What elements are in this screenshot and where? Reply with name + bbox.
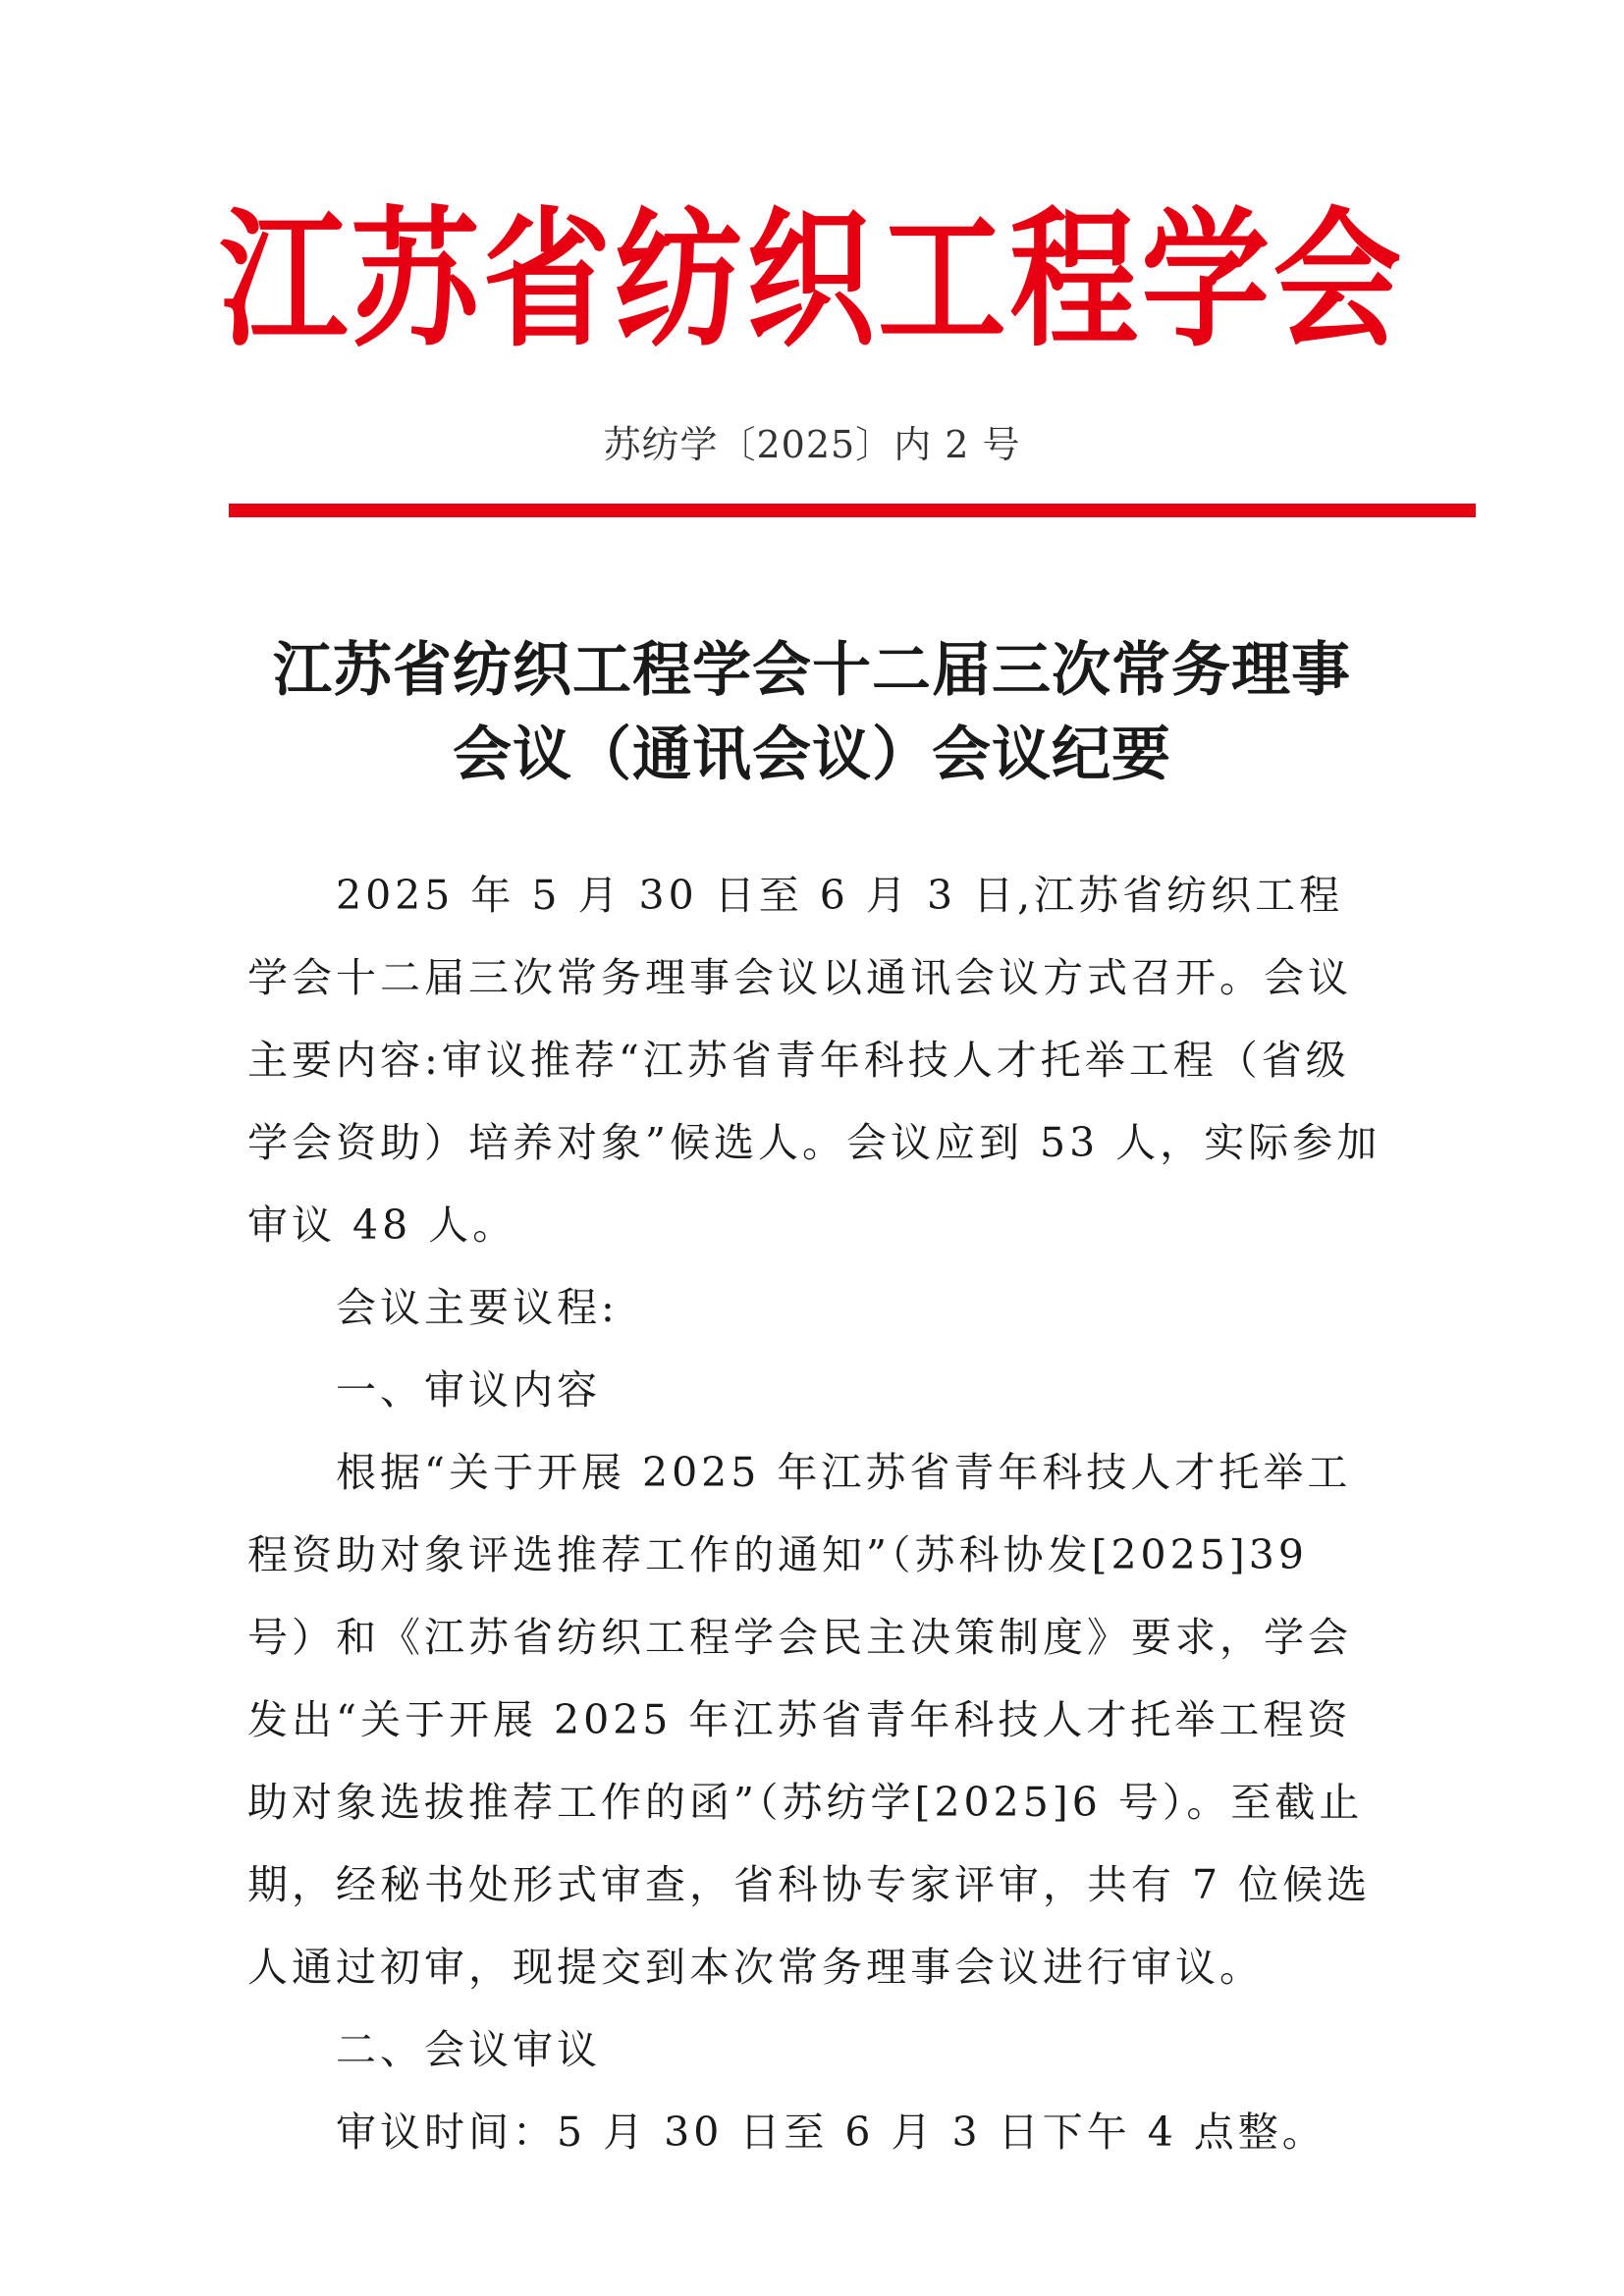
document-title xyxy=(0,628,1624,797)
document-number: 苏纺学〔2025〕内 2 号 xyxy=(603,423,1021,466)
section-heading-meeting-review: 二、会议审议 xyxy=(336,2026,601,2073)
title-line-1: 江苏省纺织工程学会十二届三次常务理事 xyxy=(273,636,1351,705)
document-body xyxy=(247,854,1386,2173)
paragraph-review-time: 审议时间：5 月 30 日至 6 月 3 日下午 4 点整。 xyxy=(336,2109,1326,2156)
paragraph-meeting-overview: 2025 年 5 月 30 日至 6 月 3 日,江苏省纺织工程学会十二届三次常务理事会议以通讯会议方式召开。会议主要内容:审议推荐“江苏省青年科技人才托举工程（省级学会资助）培养对象”候选人。会议应到 53 人，实际参加审议 48 人。 xyxy=(247,872,1381,1249)
paragraph-review-basis: 根据“关于开展 2025 年江苏省青年科技人才托举工程资助对象评选推荐工作的通知”（苏科协发[2025]39 号）和《江苏省纺织工程学会民主决策制度》要求，学会发出“关于开展 2025 年江苏省青年科技人才托举工程资助对象选拔推荐工作的函”（苏纺学[2025]6 号）。至截止期，经秘书处形式审查，省科协专家评审，共有 7 位候选人通过初审，现提交到本次常务理事会议进行审议。 xyxy=(247,1449,1372,1991)
paragraph-agenda-heading: 会议主要议程: xyxy=(336,1284,619,1331)
header-divider xyxy=(229,504,1476,517)
title-line-2: 会议（通讯会议）会议纪要 xyxy=(453,721,1171,789)
section-heading-review-content: 一、审议内容 xyxy=(336,1366,601,1414)
organization-header: 江苏省纺织工程学会 xyxy=(219,191,1405,367)
